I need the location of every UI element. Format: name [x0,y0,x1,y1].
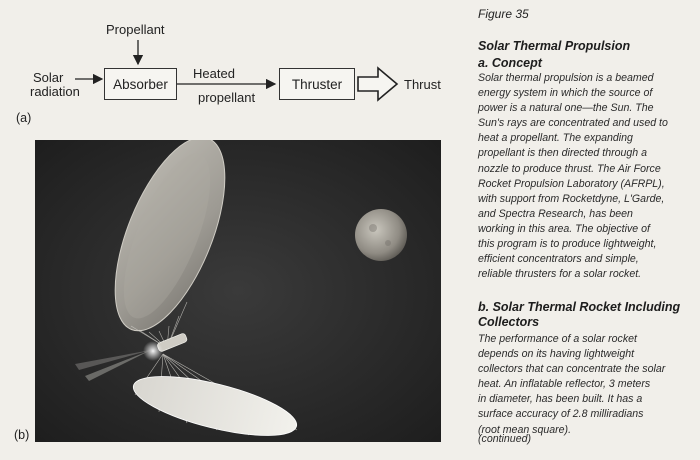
thrust-arrow [358,68,397,100]
text-line: nozzle to produce thrust. The Air Force [478,162,661,175]
text-line: efficient concentrators and simple, [478,253,639,266]
text-line: heat a propellant. The expanding [478,132,633,145]
section-a-body [478,71,692,282]
section-a-heading: a. Concept [478,56,542,70]
solar-rocket-illustration [35,140,441,442]
text-line: propellant is then directed through a [478,147,648,160]
text-line: reliable thrusters for a solar rocket. [478,268,642,281]
text-line: and Spectra Research, has been [478,207,633,220]
text-line: surface accuracy of 2.8 milliradians [478,408,644,421]
moon [355,209,407,261]
text-line: (root mean square). [478,423,572,436]
thruster-box: Thruster [279,68,355,100]
concept-flow-diagram [0,0,460,130]
text-line: collectors that can concentrate the solar [478,363,666,376]
text-line: depends on its having lightweight [478,348,635,361]
propellant-out-label: propellant [198,90,256,105]
text-line: in diameter, has been built. It has a [478,393,643,406]
heated-label: Heated [193,66,235,81]
text-line: The performance of a solar rocket [478,333,637,345]
section-b-body [478,332,692,438]
section-b-heading-line1: b. Solar Thermal Rocket Including [478,300,681,314]
diagram-arrows [0,0,460,130]
thrust-label: Thrust [404,77,441,92]
panel-b-label: (b) [14,428,30,442]
figure-label: Figure 35 [478,7,529,21]
panel-a-label: (a) [16,111,32,125]
text-line: energy system in which the source of [478,87,653,100]
text-line: with support from Rocketdyne, L'Garde, [478,192,665,205]
text-line: heat. An inflatable reflector, 3 meters [478,378,651,391]
text-line: this program is to produce lightweight, [478,238,657,251]
text-line: Solar thermal propulsion is a beamed [478,72,654,84]
text-line: Rocket Propulsion Laboratory (AFRPL), [478,177,665,190]
section-title: Solar Thermal Propulsion [478,39,631,53]
text-line: power is a natural one—the Sun. The [478,102,654,115]
solar-label: Solar [33,70,64,85]
solar-rocket-artwork [35,140,441,442]
propellant-label: Propellant [106,22,165,37]
absorber-box: Absorber [104,68,177,100]
text-line: working in this area. The objective of [478,222,650,235]
text-line: Sun's rays are concentrated and used to [478,117,668,130]
section-b-heading-line2: Collectors [478,315,540,329]
radiation-label: radiation [30,84,80,99]
continued-note: (continued) [478,433,531,445]
